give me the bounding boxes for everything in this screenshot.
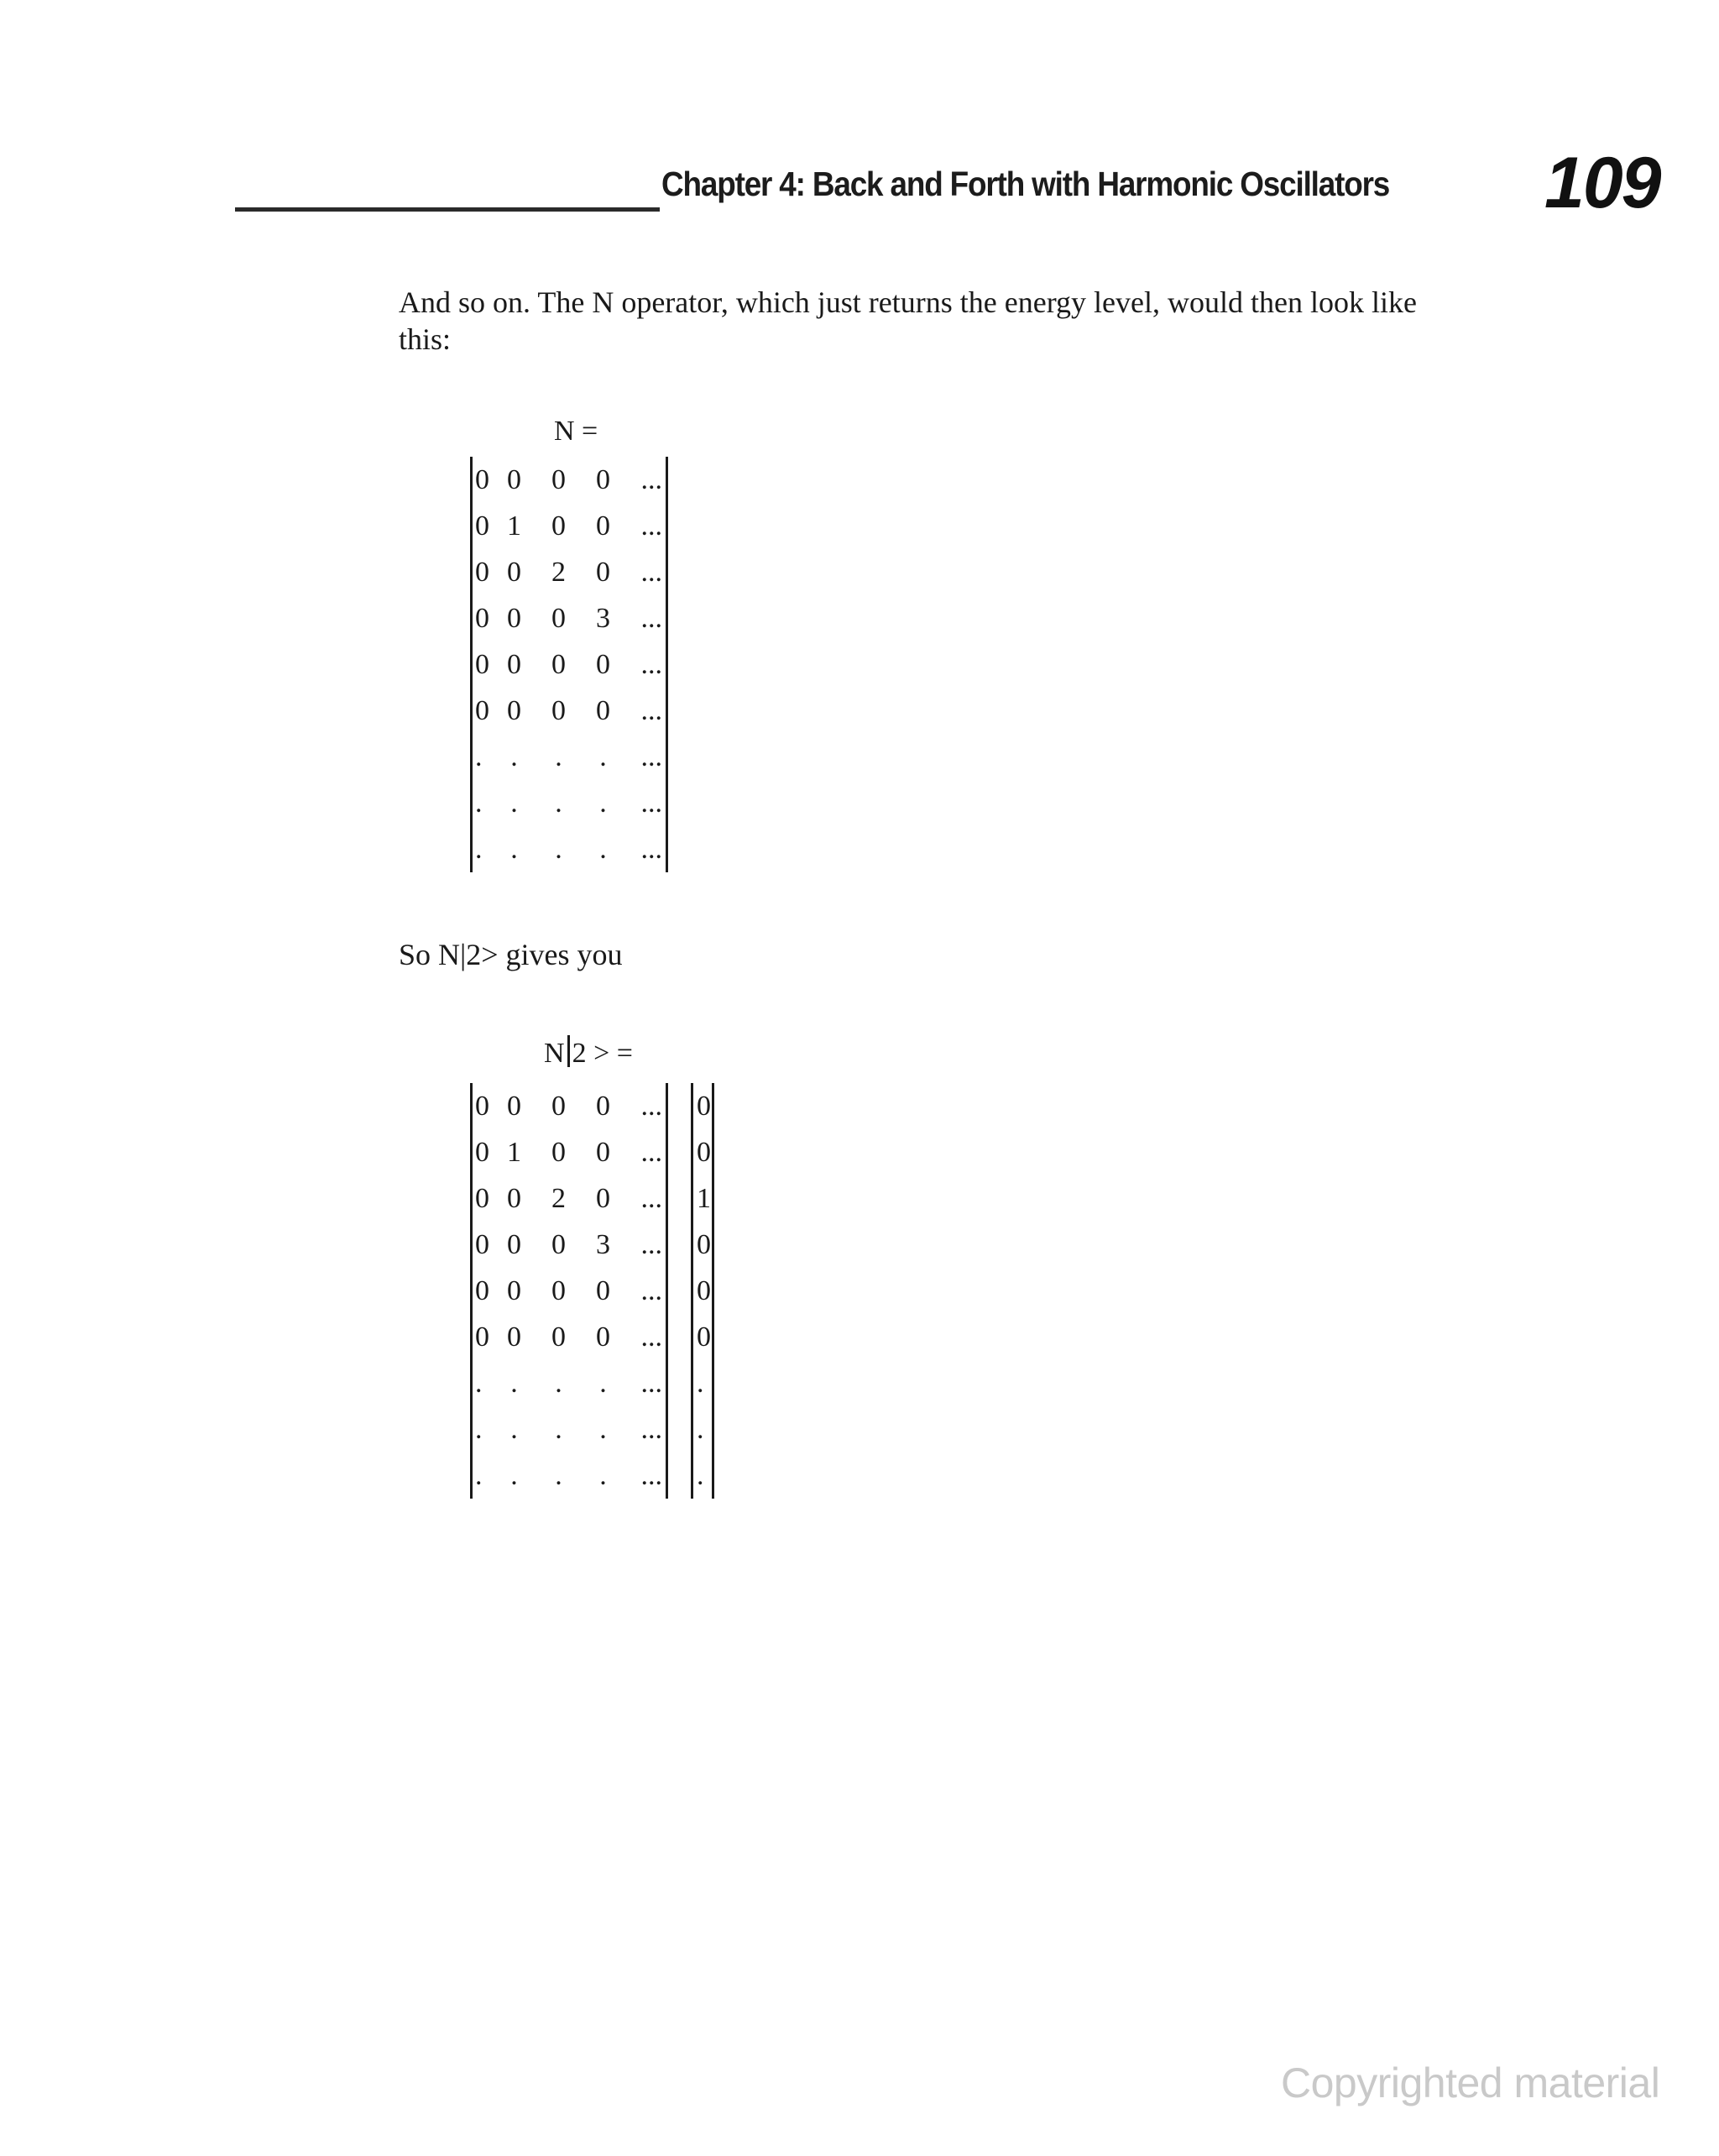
matrix-cell: 0 (596, 1274, 610, 1306)
matrix-cell: 0 (596, 1182, 610, 1214)
matrix-cell: . (555, 787, 562, 819)
vector-row (693, 1222, 712, 1268)
vector-cell: 0 (697, 1090, 711, 1122)
matrix-row (473, 1175, 666, 1222)
matrix-cell: . (555, 1459, 562, 1491)
matrix-row (473, 549, 666, 595)
ket-2-vector (691, 1083, 714, 1499)
matrix-cell: 1 (507, 1136, 521, 1168)
matrix-cell: . (599, 1367, 607, 1399)
matrix-cell: . (475, 740, 483, 772)
matrix-cell: . (510, 1367, 518, 1399)
header-rule (235, 207, 660, 212)
equation-1-label: N = (554, 416, 598, 447)
matrix-cell: 3 (596, 602, 610, 634)
matrix-cell: . (599, 740, 607, 772)
matrix-row (473, 1083, 666, 1129)
matrix-cell: 0 (551, 510, 566, 542)
body-paragraph: And so on. The N operator, which just returns the energy level, would then look like this: (399, 285, 1417, 356)
matrix-cell: 0 (551, 1090, 566, 1122)
page-number: 109 (1544, 143, 1660, 223)
matrix-cell: . (555, 1367, 562, 1399)
vector-grid (693, 1083, 712, 1499)
matrix-cell: ... (640, 787, 662, 819)
matrix-cell: 1 (507, 510, 521, 542)
matrix-cell: ... (640, 1090, 662, 1122)
matrix-cell: . (555, 1413, 562, 1445)
matrix-cell: 0 (507, 648, 521, 680)
matrix-cell: 0 (475, 463, 489, 495)
vector-cell: . (697, 1459, 704, 1491)
matrix-cell: 0 (507, 602, 521, 634)
matrix-cell: 0 (475, 694, 489, 726)
vector-cell: 0 (697, 1321, 711, 1353)
n-operator-matrix-2 (470, 1083, 668, 1499)
vector-row (693, 1314, 712, 1360)
matrix-cell: 0 (475, 1090, 489, 1122)
matrix-cell: . (599, 833, 607, 865)
equation-2-label-right: 2 > = (572, 1038, 633, 1069)
equation-2-label (544, 1035, 633, 1068)
matrix-cell: 0 (596, 556, 610, 588)
matrix-cell: 0 (507, 1321, 521, 1353)
matrix-cell: 0 (596, 648, 610, 680)
matrix-cell: ... (640, 1459, 662, 1491)
matrix-cell: 0 (475, 556, 489, 588)
matrix-cell: 0 (475, 1136, 489, 1168)
matrix-cell: 0 (596, 694, 610, 726)
matrix-row (473, 595, 666, 641)
matrix-cell: 0 (475, 1274, 489, 1306)
matrix-cell: . (510, 787, 518, 819)
matrix-cell: . (475, 1367, 483, 1399)
matrix-cell: ... (640, 740, 662, 772)
matrix-cell: 0 (596, 463, 610, 495)
n-operator-matrix (470, 457, 668, 872)
matrix-row (473, 1268, 666, 1314)
matrix-cell: . (555, 833, 562, 865)
matrix-cell: 0 (551, 648, 566, 680)
matrix-cell: 0 (596, 1321, 610, 1353)
vector-row (693, 1175, 712, 1222)
body-line: So N|2> gives you (399, 938, 623, 971)
matrix-cell: . (475, 833, 483, 865)
vector-row (693, 1083, 712, 1129)
matrix-row (473, 826, 666, 872)
matrix-cell: 0 (596, 1136, 610, 1168)
matrix-cell: . (510, 1413, 518, 1445)
matrix-cell: ... (640, 1413, 662, 1445)
matrix-cell: . (599, 1413, 607, 1445)
matrix-row (473, 780, 666, 826)
matrix-cell: 2 (551, 556, 566, 588)
matrix-cell: 0 (475, 510, 489, 542)
matrix-cell: 2 (551, 1182, 566, 1214)
ket-bar (567, 1035, 570, 1067)
matrix-cell: 0 (551, 1136, 566, 1168)
vector-row (693, 1406, 712, 1452)
running-header-title: Chapter 4: Back and Forth with Harmonic Oscillators (661, 165, 1390, 203)
matrix-cell: 0 (507, 1274, 521, 1306)
matrix-row (473, 1360, 666, 1406)
matrix-cell: ... (640, 1367, 662, 1399)
vector-cell: . (697, 1367, 704, 1399)
matrix-cell: . (510, 1459, 518, 1491)
matrix-cell: . (555, 740, 562, 772)
matrix-row (473, 641, 666, 688)
matrix-cell: ... (640, 1136, 662, 1168)
matrix-cell: . (475, 1459, 483, 1491)
matrix-cell: 0 (475, 602, 489, 634)
matrix-cell: 0 (475, 1182, 489, 1214)
matrix-row (473, 1222, 666, 1268)
matrix-cell: ... (640, 556, 662, 588)
matrix-cell: ... (640, 648, 662, 680)
matrix-cell: 0 (475, 648, 489, 680)
vector-cell: 0 (697, 1228, 711, 1260)
matrix-cell: ... (640, 833, 662, 865)
vector-row (693, 1360, 712, 1406)
vector-cell: 0 (697, 1136, 711, 1168)
matrix-cell: ... (640, 1182, 662, 1214)
matrix-cell: 0 (551, 602, 566, 634)
matrix-cell: ... (640, 463, 662, 495)
matrix-cell: 0 (551, 1321, 566, 1353)
matrix-cell: . (510, 833, 518, 865)
matrix-cell: 0 (507, 556, 521, 588)
matrix-cell: 0 (551, 694, 566, 726)
matrix-grid (473, 457, 666, 872)
matrix-grid (473, 1083, 666, 1499)
matrix-cell: 0 (551, 1274, 566, 1306)
matrix-row (473, 734, 666, 780)
matrix-row (473, 1406, 666, 1452)
matrix-cell: . (475, 787, 483, 819)
matrix-row (473, 1129, 666, 1175)
matrix-cell: 0 (596, 510, 610, 542)
matrix-cell: 0 (551, 1228, 566, 1260)
vector-row (693, 1452, 712, 1499)
matrix-cell: . (510, 740, 518, 772)
matrix-cell: 0 (475, 1321, 489, 1353)
matrix-cell: 0 (475, 1228, 489, 1260)
matrix-cell: ... (640, 602, 662, 634)
matrix-cell: ... (640, 694, 662, 726)
matrix-cell: ... (640, 1274, 662, 1306)
vector-cell: . (697, 1413, 704, 1445)
matrix-cell: 0 (507, 1182, 521, 1214)
matrix-cell: 0 (507, 463, 521, 495)
matrix-row (473, 688, 666, 734)
vector-row (693, 1268, 712, 1314)
matrix-row (473, 457, 666, 503)
matrix-cell: 3 (596, 1228, 610, 1260)
matrix-cell: 0 (507, 1228, 521, 1260)
matrix-cell: . (599, 1459, 607, 1491)
matrix-cell: ... (640, 1321, 662, 1353)
matrix-cell: 0 (507, 694, 521, 726)
matrix-row (473, 503, 666, 549)
matrix-cell: . (599, 787, 607, 819)
vector-cell: 0 (697, 1274, 711, 1306)
vector-row (693, 1129, 712, 1175)
matrix-cell: ... (640, 510, 662, 542)
matrix-row (473, 1314, 666, 1360)
matrix-cell: 0 (507, 1090, 521, 1122)
vector-cell: 1 (697, 1182, 711, 1214)
matrix-cell: 0 (551, 463, 566, 495)
equation-2-label-left: N (544, 1038, 565, 1069)
matrix-cell: 0 (596, 1090, 610, 1122)
matrix-cell: ... (640, 1228, 662, 1260)
matrix-row (473, 1452, 666, 1499)
copyright-watermark: Copyrighted material (1281, 2059, 1660, 2106)
matrix-cell: . (475, 1413, 483, 1445)
